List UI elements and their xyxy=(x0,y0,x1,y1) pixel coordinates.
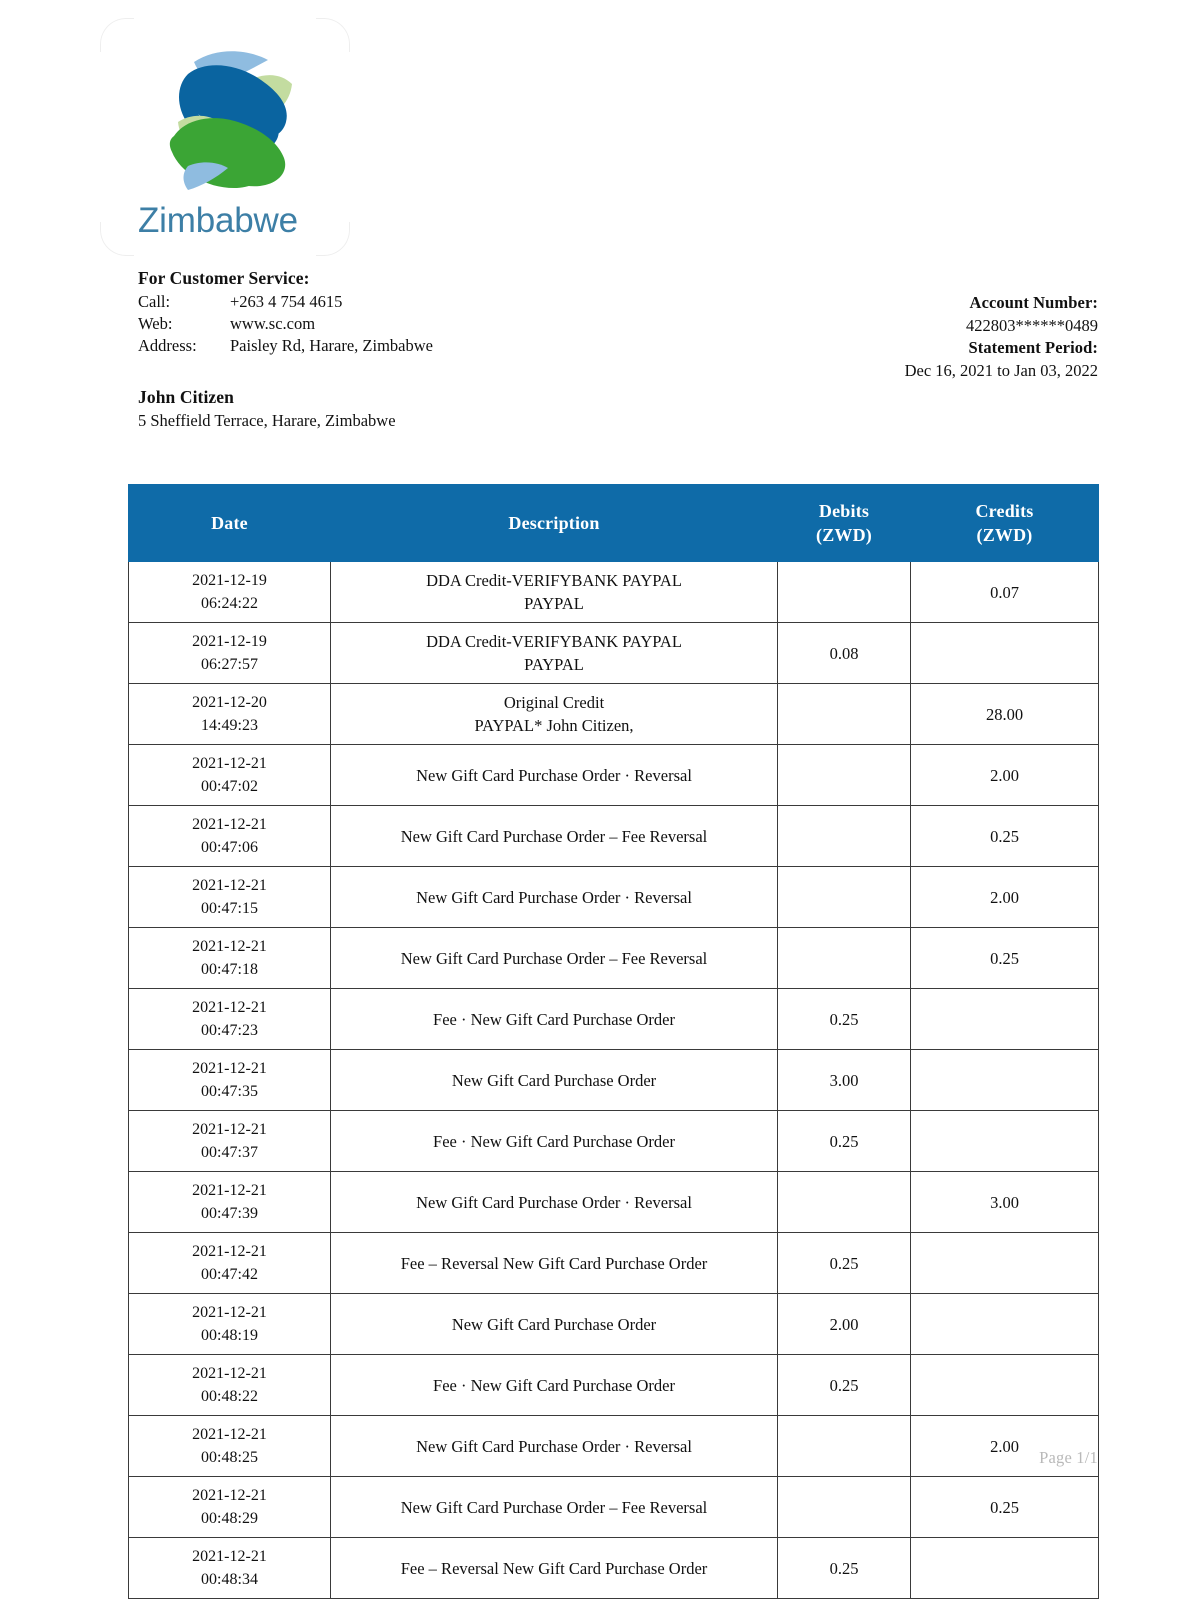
table-row xyxy=(129,1172,1099,1233)
cell-description-line1: New Gift Card Purchase Order – Fee Reversal xyxy=(400,948,708,968)
cell-description xyxy=(331,867,778,928)
web-value: www.sc.com xyxy=(230,314,316,333)
cell-date-time: 00:48:25 xyxy=(201,1449,258,1466)
customer-name: John Citizen xyxy=(138,387,234,407)
cell-debit xyxy=(778,1477,911,1538)
table-row xyxy=(129,562,1099,623)
cell-description-line1: New Gift Card Purchase Order · Reversal xyxy=(416,765,692,785)
cell-date xyxy=(129,1355,331,1416)
cell-credit: 0.25 xyxy=(911,1477,1099,1538)
table-row xyxy=(129,867,1099,928)
cell-credit xyxy=(911,1538,1099,1599)
cell-description xyxy=(331,806,778,867)
cell-credit: 0.07 xyxy=(911,562,1099,623)
cell-description-line2: PAYPAL xyxy=(524,655,584,674)
customer-service-row-address xyxy=(138,335,658,357)
column-header-credits-line1: Credits xyxy=(975,501,1034,521)
cell-debit: 0.25 xyxy=(778,1111,911,1172)
cell-date-time: 06:27:57 xyxy=(201,656,258,673)
cell-date-time: 00:47:39 xyxy=(201,1205,258,1222)
table-row xyxy=(129,928,1099,989)
cell-date-day: 2021-12-21 xyxy=(192,1060,267,1077)
cell-credit xyxy=(911,989,1099,1050)
table-row xyxy=(129,1538,1099,1599)
cell-date-day: 2021-12-21 xyxy=(192,1426,267,1443)
cell-date-day: 2021-12-20 xyxy=(192,694,267,711)
table-row xyxy=(129,1355,1099,1416)
cell-date xyxy=(129,745,331,806)
cell-credit xyxy=(911,1355,1099,1416)
cell-date-day: 2021-12-21 xyxy=(192,1121,267,1138)
cell-description xyxy=(331,1294,778,1355)
cell-credit: 0.25 xyxy=(911,928,1099,989)
cell-date xyxy=(129,1172,331,1233)
cell-debit xyxy=(778,745,911,806)
cell-date xyxy=(129,1416,331,1477)
customer-service-row-web xyxy=(138,313,658,335)
cell-date xyxy=(129,1233,331,1294)
cell-date xyxy=(129,867,331,928)
cell-description xyxy=(331,1477,778,1538)
cell-debit xyxy=(778,1172,911,1233)
cell-date-day: 2021-12-19 xyxy=(192,633,267,650)
column-header-credits-line2: (ZWD) xyxy=(976,525,1033,545)
cell-credit: 2.00 xyxy=(911,867,1099,928)
cell-credit: 28.00 xyxy=(911,684,1099,745)
cell-description xyxy=(331,1416,778,1477)
cell-date xyxy=(129,562,331,623)
cell-description-line1: New Gift Card Purchase Order xyxy=(451,1070,657,1090)
cell-date xyxy=(129,1538,331,1599)
cell-date-day: 2021-12-21 xyxy=(192,938,267,955)
customer-service-block xyxy=(138,268,658,357)
cell-date-time: 00:47:23 xyxy=(201,1022,258,1039)
page-number: Page 1/1 xyxy=(1039,1448,1098,1467)
cell-date-time: 00:48:19 xyxy=(201,1327,258,1344)
cell-debit: 0.25 xyxy=(778,1233,911,1294)
account-summary-block xyxy=(905,292,1098,382)
cell-debit xyxy=(778,806,911,867)
cell-description xyxy=(331,1355,778,1416)
statement-period-label: Statement Period: xyxy=(968,338,1098,357)
cell-debit: 0.08 xyxy=(778,623,911,684)
cell-description-line1: New Gift Card Purchase Order xyxy=(451,1314,657,1334)
cell-description xyxy=(331,745,778,806)
cell-description-line2: PAYPAL xyxy=(524,594,584,613)
table-row xyxy=(129,684,1099,745)
cell-description-line1: New Gift Card Purchase Order – Fee Reversal xyxy=(400,1497,708,1517)
cell-description-line1: Fee – Reversal New Gift Card Purchase Order xyxy=(400,1253,708,1273)
cell-credit: 3.00 xyxy=(911,1172,1099,1233)
cell-date-day: 2021-12-21 xyxy=(192,755,267,772)
cell-date-time: 00:47:02 xyxy=(201,778,258,795)
web-label: Web: xyxy=(138,314,173,333)
brand-wordmark: Zimbabwe xyxy=(138,201,298,240)
cell-date-time: 00:47:06 xyxy=(201,839,258,856)
cell-description-line1: Fee · New Gift Card Purchase Order xyxy=(433,1131,675,1151)
cell-credit: 2.00 xyxy=(911,745,1099,806)
cell-date xyxy=(129,1294,331,1355)
cell-date xyxy=(129,1111,331,1172)
transactions-table xyxy=(128,484,1099,1599)
cell-description xyxy=(331,1111,778,1172)
account-number-label: Account Number: xyxy=(969,293,1098,312)
customer-block xyxy=(138,386,698,432)
call-value: +263 4 754 4615 xyxy=(230,292,343,311)
cell-description-line1: Fee · New Gift Card Purchase Order xyxy=(433,1009,675,1029)
address-value: Paisley Rd, Harare, Zimbabwe xyxy=(230,336,433,355)
cell-date-day: 2021-12-21 xyxy=(192,1243,267,1260)
cell-description-line1: DDA Credit-VERIFYBANK PAYPAL xyxy=(426,632,682,651)
cell-debit xyxy=(778,562,911,623)
customer-service-row-call xyxy=(138,291,658,313)
cell-description-line1: Original Credit xyxy=(503,693,605,712)
account-number-value: 422803******0489 xyxy=(966,315,1098,335)
cell-debit: 2.00 xyxy=(778,1294,911,1355)
customer-address: 5 Sheffield Terrace, Harare, Zimbabwe xyxy=(138,411,396,430)
cell-description xyxy=(331,989,778,1050)
cell-date-day: 2021-12-21 xyxy=(192,1548,267,1565)
cell-credit xyxy=(911,1111,1099,1172)
call-label: Call: xyxy=(138,292,171,311)
cell-date-day: 2021-12-21 xyxy=(192,999,267,1016)
column-header-date: Date xyxy=(129,485,331,562)
cell-description xyxy=(331,1172,778,1233)
cell-date xyxy=(129,1477,331,1538)
cell-description xyxy=(331,1050,778,1111)
table-row xyxy=(129,1294,1099,1355)
cell-debit: 0.25 xyxy=(778,1538,911,1599)
cell-credit: 2.00 xyxy=(911,1416,1099,1477)
cell-description-line1: New Gift Card Purchase Order · Reversal xyxy=(416,1436,692,1456)
cell-description-line1: DDA Credit-VERIFYBANK PAYPAL xyxy=(426,571,682,590)
cell-description xyxy=(331,623,778,684)
table-row xyxy=(129,745,1099,806)
table-row xyxy=(129,806,1099,867)
cell-description-line1: Fee – Reversal New Gift Card Purchase Order xyxy=(400,1558,708,1578)
cell-date-time: 00:47:15 xyxy=(201,900,258,917)
cell-debit xyxy=(778,1416,911,1477)
column-header-credits xyxy=(911,485,1099,562)
cell-date-time: 06:24:22 xyxy=(201,595,258,612)
cell-description xyxy=(331,684,778,745)
cell-credit xyxy=(911,1233,1099,1294)
cell-date-day: 2021-12-21 xyxy=(192,1304,267,1321)
cell-debit: 3.00 xyxy=(778,1050,911,1111)
column-header-debits-line2: (ZWD) xyxy=(816,525,872,545)
cell-description xyxy=(331,562,778,623)
cell-credit: 0.25 xyxy=(911,806,1099,867)
cell-date-day: 2021-12-19 xyxy=(192,572,267,589)
cell-date xyxy=(129,928,331,989)
table-row xyxy=(129,1050,1099,1111)
cell-credit xyxy=(911,1294,1099,1355)
cell-description-line1: New Gift Card Purchase Order – Fee Reversal xyxy=(400,826,708,846)
cell-description-line1: New Gift Card Purchase Order · Reversal xyxy=(416,1192,692,1212)
table-header-row xyxy=(129,485,1099,562)
cell-credit xyxy=(911,1050,1099,1111)
cell-date-day: 2021-12-21 xyxy=(192,1365,267,1382)
cell-description-line1: Fee · New Gift Card Purchase Order xyxy=(433,1375,675,1395)
cell-date-time: 00:47:37 xyxy=(201,1144,258,1161)
cell-date-day: 2021-12-21 xyxy=(192,816,267,833)
cell-date-time: 00:47:42 xyxy=(201,1266,258,1283)
cell-date-time: 00:48:34 xyxy=(201,1571,258,1588)
table-row xyxy=(129,1477,1099,1538)
cell-debit: 0.25 xyxy=(778,1355,911,1416)
table-row xyxy=(129,1111,1099,1172)
cell-debit xyxy=(778,928,911,989)
cell-date xyxy=(129,806,331,867)
customer-service-title: For Customer Service: xyxy=(138,268,310,288)
transactions-table-body xyxy=(129,562,1099,1599)
table-row xyxy=(129,989,1099,1050)
cell-debit: 0.25 xyxy=(778,989,911,1050)
cell-description-line2: PAYPAL* John Citizen, xyxy=(474,716,634,735)
cell-date-time: 00:48:22 xyxy=(201,1388,258,1405)
cell-description xyxy=(331,928,778,989)
cell-date-time: 14:49:23 xyxy=(201,717,258,734)
cell-date xyxy=(129,623,331,684)
cell-debit xyxy=(778,867,911,928)
cell-date-day: 2021-12-21 xyxy=(192,1487,267,1504)
cell-credit xyxy=(911,623,1099,684)
column-header-debits-line1: Debits xyxy=(818,501,870,521)
table-row xyxy=(129,1233,1099,1294)
cell-date-day: 2021-12-21 xyxy=(192,877,267,894)
cell-description xyxy=(331,1233,778,1294)
cell-description xyxy=(331,1538,778,1599)
address-label: Address: xyxy=(138,336,197,355)
table-row xyxy=(129,1416,1099,1477)
cell-date-time: 00:47:18 xyxy=(201,961,258,978)
cell-date xyxy=(129,989,331,1050)
cell-date xyxy=(129,684,331,745)
column-header-debits xyxy=(778,485,911,562)
cell-date xyxy=(129,1050,331,1111)
cell-date-time: 00:47:35 xyxy=(201,1083,258,1100)
statement-period-value: Dec 16, 2021 to Jan 03, 2022 xyxy=(904,360,1098,380)
standard-chartered-ribbon-logo xyxy=(158,44,308,204)
cell-date-time: 00:48:29 xyxy=(201,1510,258,1527)
cell-description-line1: New Gift Card Purchase Order · Reversal xyxy=(416,887,692,907)
cell-date-day: 2021-12-21 xyxy=(192,1182,267,1199)
column-header-description: Description xyxy=(331,485,778,562)
cell-debit xyxy=(778,684,911,745)
table-row xyxy=(129,623,1099,684)
